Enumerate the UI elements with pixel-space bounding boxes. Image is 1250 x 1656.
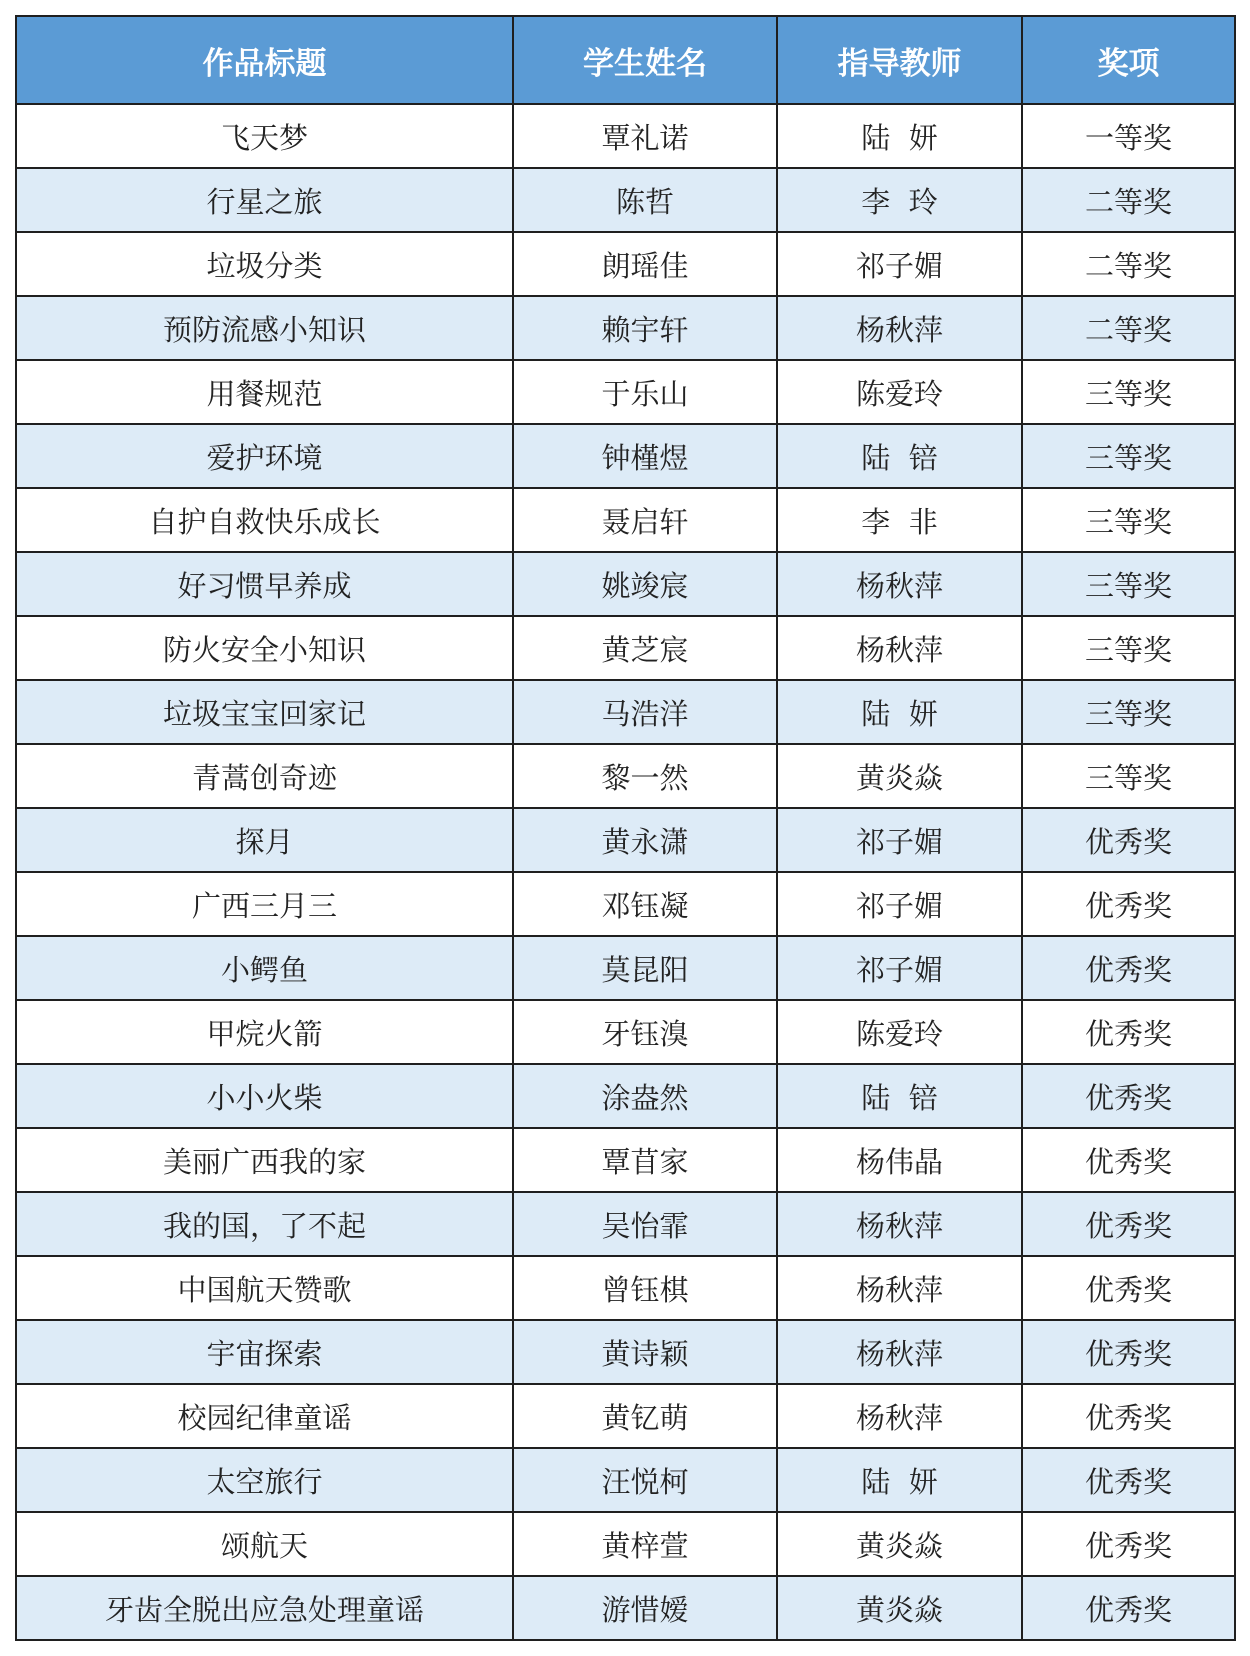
table-row [16,296,1235,360]
cell-teacher: 祁子媚 [777,232,1022,296]
cell-student: 黄芝宸 [513,616,777,680]
cell-award: 优秀奖 [1022,1320,1235,1384]
cell-teacher: 黄炎焱 [777,1512,1022,1576]
cell-student: 黄梓萱 [513,1512,777,1576]
cell-student: 覃苜家 [513,1128,777,1192]
cell-title: 广西三月三 [16,872,513,936]
cell-student: 邓钰凝 [513,872,777,936]
cell-award: 优秀奖 [1022,1384,1235,1448]
cell-teacher: 陆 妍 [777,1448,1022,1512]
table-row [16,168,1235,232]
cell-award: 二等奖 [1022,232,1235,296]
cell-teacher: 陆 锫 [777,1064,1022,1128]
table-row [16,1448,1235,1512]
cell-student: 汪悦柯 [513,1448,777,1512]
cell-teacher: 李 玲 [777,168,1022,232]
cell-teacher: 陆 锫 [777,424,1022,488]
cell-title: 探月 [16,808,513,872]
table-row [16,680,1235,744]
cell-teacher: 陈爱玲 [777,1000,1022,1064]
cell-teacher: 杨秋萍 [777,552,1022,616]
cell-award: 优秀奖 [1022,1128,1235,1192]
cell-title: 预防流感小知识 [16,296,513,360]
cell-teacher: 陆 妍 [777,104,1022,168]
cell-title: 牙齿全脱出应急处理童谣 [16,1576,513,1640]
cell-student: 于乐山 [513,360,777,424]
table-row [16,1000,1235,1064]
table-row [16,424,1235,488]
cell-teacher: 陆 妍 [777,680,1022,744]
cell-student: 覃礼诺 [513,104,777,168]
cell-title: 美丽广西我的家 [16,1128,513,1192]
cell-award: 一等奖 [1022,104,1235,168]
cell-title: 青蒿创奇迹 [16,744,513,808]
cell-award: 优秀奖 [1022,1256,1235,1320]
cell-student: 陈哲 [513,168,777,232]
cell-award: 优秀奖 [1022,1512,1235,1576]
cell-teacher: 杨伟晶 [777,1128,1022,1192]
cell-title: 自护自救快乐成长 [16,488,513,552]
cell-award: 优秀奖 [1022,1192,1235,1256]
header-student: 学生姓名 [513,16,777,104]
cell-award: 优秀奖 [1022,1448,1235,1512]
cell-student: 游惜嫒 [513,1576,777,1640]
cell-student: 姚竣宸 [513,552,777,616]
cell-student: 曾钰棋 [513,1256,777,1320]
table-row [16,360,1235,424]
cell-student: 黎一然 [513,744,777,808]
cell-title: 颂航天 [16,1512,513,1576]
header-teacher: 指导教师 [777,16,1022,104]
cell-award: 优秀奖 [1022,1576,1235,1640]
cell-teacher: 祁子媚 [777,872,1022,936]
cell-award: 优秀奖 [1022,936,1235,1000]
cell-student: 马浩洋 [513,680,777,744]
cell-award: 优秀奖 [1022,1064,1235,1128]
cell-student: 涂盎然 [513,1064,777,1128]
cell-title: 防火安全小知识 [16,616,513,680]
table-row [16,552,1235,616]
cell-teacher: 祁子媚 [777,936,1022,1000]
cell-teacher: 杨秋萍 [777,1256,1022,1320]
table-row [16,488,1235,552]
cell-teacher: 杨秋萍 [777,1192,1022,1256]
cell-title: 校园纪律童谣 [16,1384,513,1448]
table-body [16,104,1235,1640]
cell-student: 钟槿煜 [513,424,777,488]
cell-award: 三等奖 [1022,744,1235,808]
table-row [16,1512,1235,1576]
cell-student: 莫昆阳 [513,936,777,1000]
cell-teacher: 杨秋萍 [777,1320,1022,1384]
cell-title: 我的国，了不起 [16,1192,513,1256]
cell-award: 三等奖 [1022,488,1235,552]
cell-award: 优秀奖 [1022,808,1235,872]
cell-teacher: 杨秋萍 [777,616,1022,680]
cell-award: 优秀奖 [1022,872,1235,936]
cell-student: 朗瑶佳 [513,232,777,296]
cell-teacher: 黄炎焱 [777,1576,1022,1640]
cell-title: 好习惯早养成 [16,552,513,616]
cell-teacher: 杨秋萍 [777,296,1022,360]
table-row [16,1384,1235,1448]
table-row [16,872,1235,936]
header-row [16,16,1235,104]
table-row [16,1128,1235,1192]
cell-award: 优秀奖 [1022,1000,1235,1064]
cell-award: 三等奖 [1022,680,1235,744]
cell-award: 三等奖 [1022,616,1235,680]
cell-title: 小小火柴 [16,1064,513,1128]
cell-teacher: 黄炎焱 [777,744,1022,808]
awards-table [15,15,1236,1641]
table-row [16,936,1235,1000]
cell-student: 赖宇轩 [513,296,777,360]
cell-title: 飞天梦 [16,104,513,168]
table-row [16,1064,1235,1128]
cell-student: 黄诗颖 [513,1320,777,1384]
table-row [16,808,1235,872]
cell-title: 甲烷火箭 [16,1000,513,1064]
cell-teacher: 陈爱玲 [777,360,1022,424]
cell-title: 宇宙探索 [16,1320,513,1384]
cell-award: 三等奖 [1022,552,1235,616]
table-row [16,616,1235,680]
cell-student: 聂启轩 [513,488,777,552]
cell-student: 牙钰溴 [513,1000,777,1064]
table-row [16,1320,1235,1384]
table-row [16,744,1235,808]
table-row [16,232,1235,296]
cell-teacher: 杨秋萍 [777,1384,1022,1448]
cell-award: 三等奖 [1022,424,1235,488]
cell-student: 黄钇萌 [513,1384,777,1448]
table-row [16,1192,1235,1256]
cell-title: 太空旅行 [16,1448,513,1512]
cell-award: 二等奖 [1022,296,1235,360]
table-row [16,1576,1235,1640]
cell-award: 三等奖 [1022,360,1235,424]
awards-sheet [15,15,1234,1641]
cell-teacher: 李 非 [777,488,1022,552]
header-award: 奖项 [1022,16,1235,104]
cell-teacher: 祁子媚 [777,808,1022,872]
cell-student: 黄永潇 [513,808,777,872]
cell-award: 二等奖 [1022,168,1235,232]
table-row [16,1256,1235,1320]
cell-student: 吴怡霏 [513,1192,777,1256]
cell-title: 垃圾分类 [16,232,513,296]
cell-title: 垃圾宝宝回家记 [16,680,513,744]
cell-title: 中国航天赞歌 [16,1256,513,1320]
header-title: 作品标题 [16,16,513,104]
cell-title: 爱护环境 [16,424,513,488]
cell-title: 用餐规范 [16,360,513,424]
table-row [16,104,1235,168]
cell-title: 行星之旅 [16,168,513,232]
cell-title: 小鳄鱼 [16,936,513,1000]
